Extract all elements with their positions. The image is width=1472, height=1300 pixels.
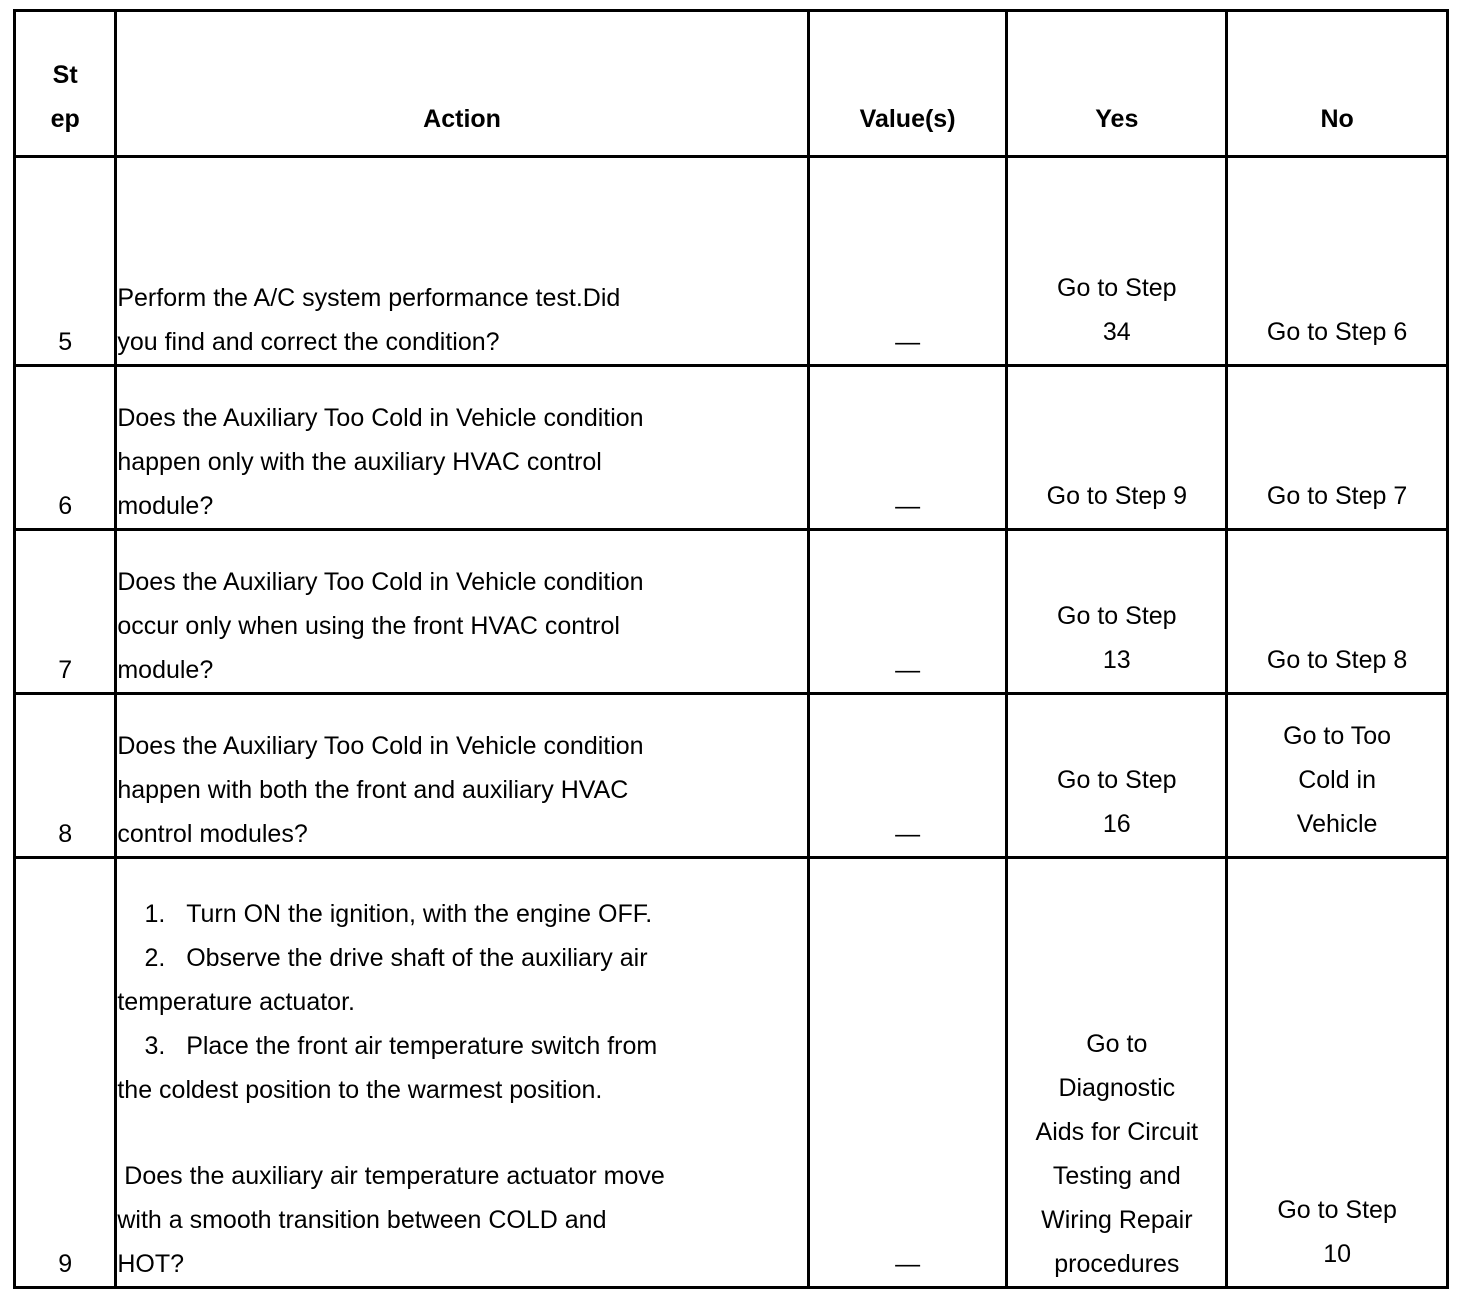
table-row [15, 157, 1448, 366]
value-cell: — [808, 694, 1007, 858]
step-number: 6 [15, 366, 116, 530]
yes-text: Go to Step [1057, 602, 1177, 630]
value-cell: — [808, 366, 1007, 530]
list-number: 3. [144, 1032, 166, 1060]
table-row [15, 694, 1448, 858]
question-text: with a smooth transition between COLD and [117, 1206, 607, 1234]
no-text: 10 [1323, 1240, 1351, 1268]
action-cell [116, 530, 808, 694]
list-item-text: Turn ON the ignition, with the engine OFF. [186, 900, 653, 928]
action-cell [116, 157, 808, 366]
yes-text: Go to Step [1057, 766, 1177, 794]
list-item-text: the coldest position to the warmest position. [117, 1076, 603, 1104]
table-row [15, 366, 1448, 530]
action-text: module? [117, 656, 214, 684]
action-cell [116, 366, 808, 530]
no-text: Go to Step 7 [1266, 482, 1408, 510]
yes-text: Go to [1086, 1030, 1148, 1058]
action-text: Does the Auxiliary Too Cold in Vehicle condition [117, 568, 644, 596]
header-no: No [1227, 11, 1448, 157]
no-cell [1227, 366, 1448, 530]
header-action: Action [116, 11, 808, 157]
question-text: HOT? [117, 1250, 185, 1278]
value-cell: — [808, 530, 1007, 694]
header-row [15, 11, 1448, 157]
yes-text: Testing and [1052, 1162, 1181, 1190]
list-number: 1. [144, 900, 166, 928]
list-item-text: temperature actuator. [117, 988, 355, 1016]
no-text: Vehicle [1296, 810, 1378, 838]
action-text: module? [117, 492, 214, 520]
action-text: Perform the A/C system performance test.Did [117, 284, 621, 312]
action-text: happen only with the auxiliary HVAC control [117, 448, 602, 476]
list-item-text: Observe the drive shaft of the auxiliary air [186, 944, 648, 972]
no-cell [1227, 530, 1448, 694]
header-step-line2: ep [50, 105, 80, 133]
no-text: Go to Step [1277, 1196, 1397, 1224]
action-text: control modules? [117, 820, 308, 848]
yes-cell [1007, 694, 1227, 858]
no-cell [1227, 694, 1448, 858]
yes-cell [1007, 530, 1227, 694]
step-number: 7 [15, 530, 116, 694]
step-number: 8 [15, 694, 116, 858]
yes-text: Go to Step [1057, 274, 1177, 302]
no-text: Cold in [1298, 766, 1377, 794]
no-cell [1227, 157, 1448, 366]
yes-text: procedures [1054, 1250, 1180, 1278]
action-text: you find and correct the condition? [117, 328, 500, 356]
diagnostic-table [13, 9, 1449, 1289]
step-number: 5 [15, 157, 116, 366]
yes-text: Wiring Repair [1041, 1206, 1193, 1234]
action-text: Does the Auxiliary Too Cold in Vehicle condition [117, 732, 644, 760]
table-row [15, 858, 1448, 1288]
step-number: 9 [15, 858, 116, 1288]
list-number: 2. [144, 944, 166, 972]
value-cell: — [808, 858, 1007, 1288]
question-text: Does the auxiliary air temperature actuator move [117, 1162, 665, 1190]
yes-text: 34 [1102, 318, 1131, 346]
action-cell [116, 858, 808, 1288]
header-step [15, 11, 116, 157]
spacer [117, 1112, 806, 1154]
header-values: Value(s) [808, 11, 1007, 157]
yes-text: Go to Step 9 [1046, 482, 1187, 510]
yes-text: Diagnostic [1058, 1074, 1176, 1102]
yes-cell [1007, 157, 1227, 366]
header-yes: Yes [1007, 11, 1227, 157]
action-text: Does the Auxiliary Too Cold in Vehicle condition [117, 404, 644, 432]
yes-cell [1007, 366, 1227, 530]
header-step-line1: St [52, 61, 78, 89]
yes-cell [1007, 858, 1227, 1288]
table-row [15, 530, 1448, 694]
no-cell [1227, 858, 1448, 1288]
yes-text: Aids for Circuit [1035, 1118, 1199, 1146]
no-text: Go to Step 8 [1266, 646, 1408, 674]
yes-text: 16 [1102, 810, 1131, 838]
value-cell: — [808, 157, 1007, 366]
list-item-text: Place the front air temperature switch from [186, 1032, 658, 1060]
no-text: Go to Step 6 [1266, 318, 1408, 346]
yes-text: 13 [1102, 646, 1131, 674]
no-text: Go to Too [1283, 722, 1392, 750]
action-cell [116, 694, 808, 858]
action-text: occur only when using the front HVAC control [117, 612, 620, 640]
action-text: happen with both the front and auxiliary HVAC [117, 776, 629, 804]
